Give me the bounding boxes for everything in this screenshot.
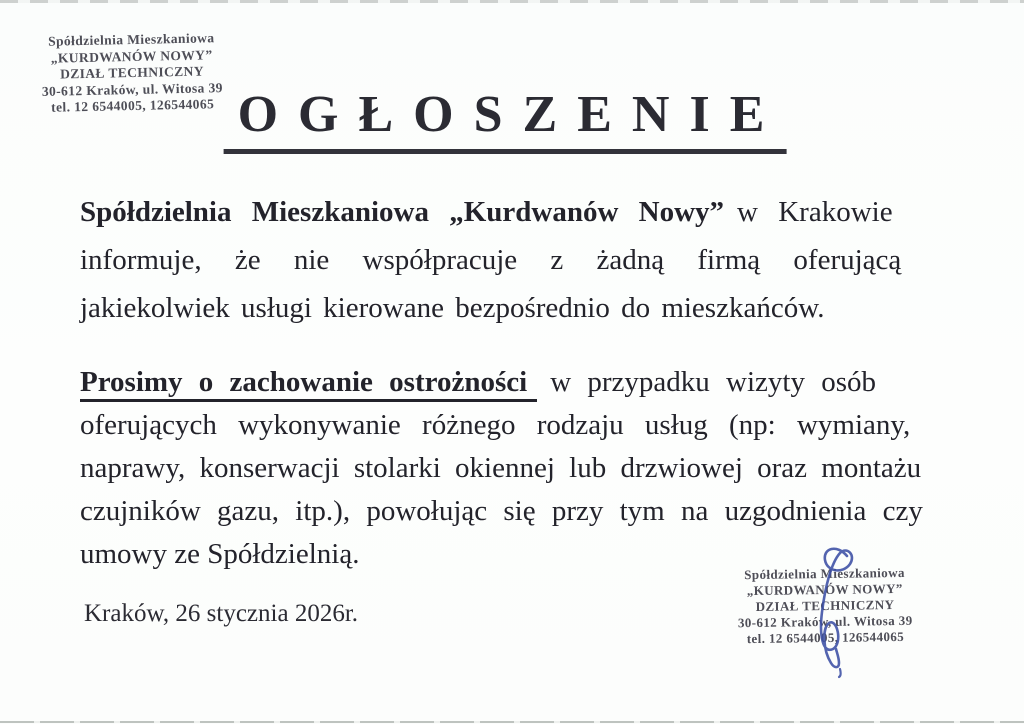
text-line bbox=[80, 361, 942, 404]
stamp-department: DZIAŁ TECHNICZNY bbox=[755, 597, 895, 614]
date-place-line: Kraków, 26 stycznia 2026r. bbox=[84, 600, 359, 627]
scan-edge-artifact-top bbox=[0, 0, 1024, 3]
stamp-phone: tel. 12 6544005, 126544065 bbox=[746, 628, 905, 647]
org-name-emphasis: Spółdzielnia Mieszkaniowa „Kurdwanów Nowy” bbox=[80, 196, 725, 228]
text-line: oferujących wykonywanie różnego rodzaju usług (np: wymiany, bbox=[80, 409, 911, 441]
text-line-rest: w Krakowie bbox=[737, 196, 893, 228]
text-line bbox=[80, 188, 942, 236]
stamp-org-name: Spółdzielnia Mieszkaniowa bbox=[744, 564, 905, 583]
caution-emphasis: Prosimy o zachowanie ostrożności bbox=[80, 366, 537, 402]
stamp-department: DZIAŁ TECHNICZNY bbox=[59, 63, 205, 82]
text-line-rest: w przypadku wizyty osób bbox=[550, 366, 877, 398]
announcement-title: OGŁOSZENIE bbox=[224, 86, 787, 154]
paragraph-no-cooperation bbox=[80, 188, 942, 332]
text-line: jakiekolwiek usługi kierowane bezpośrednio do mieszkańców. bbox=[80, 292, 825, 324]
text-line: naprawy, konserwacji stolarki okiennej lub drzwiowej oraz montażu bbox=[80, 452, 922, 484]
stamp-address: 30-612 Kraków, ul. Witosa 39 bbox=[737, 612, 913, 631]
stamp-estate-name: „KURDWANÓW NOWY” bbox=[50, 46, 213, 66]
text-line: umowy ze Spółdzielnią. bbox=[80, 538, 360, 570]
text-line: czujników gazu, itp.), powołując się przy tym na uzgodnienia czy bbox=[80, 495, 923, 527]
header-office-stamp bbox=[15, 30, 249, 117]
stamp-phone: tel. 12 6544005, 126544065 bbox=[51, 96, 215, 115]
scan-edge-artifact-bottom bbox=[0, 721, 1024, 723]
signature-icon bbox=[803, 544, 873, 679]
stamp-estate-name: „KURDWANÓW NOWY” bbox=[746, 580, 903, 599]
text-line: informuje, że nie współpracuje z żadną firmą oferującą bbox=[80, 244, 902, 276]
stamp-address: 30-612 Kraków, ul. Witosa 39 bbox=[41, 79, 223, 99]
stamp-org-name: Spółdzielnia Mieszkaniowa bbox=[47, 30, 215, 49]
